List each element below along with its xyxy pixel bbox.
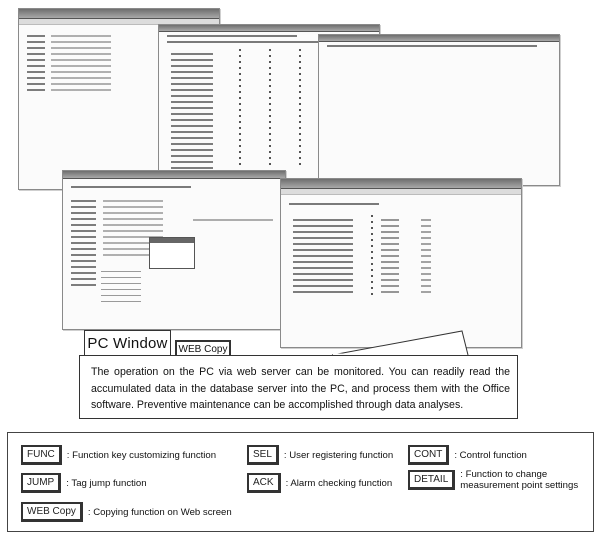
legend-label: : Alarm checking function bbox=[285, 477, 393, 489]
web-copy-button[interactable]: WEB Copy bbox=[175, 340, 231, 360]
legend-item-web-copy bbox=[21, 502, 232, 522]
legend-item-func bbox=[21, 445, 216, 465]
legend-label: : User registering function bbox=[283, 449, 394, 461]
screenshot-window-4 bbox=[62, 170, 286, 330]
pc-window-tab: PC Window bbox=[84, 330, 171, 357]
cont-key-button[interactable]: CONT bbox=[408, 445, 449, 465]
legend-item-sel bbox=[247, 445, 393, 465]
legend-item-jump bbox=[21, 473, 147, 493]
legend-label: : Control function bbox=[454, 449, 527, 461]
legend-label: : Copying function on Web screen bbox=[87, 506, 232, 518]
legend-label: : Function to change measurement point settings bbox=[460, 469, 579, 491]
legend-label: : Function key customizing function bbox=[66, 449, 217, 461]
func-key-button[interactable]: FUNC bbox=[21, 445, 62, 465]
jump-key-button[interactable]: JUMP bbox=[21, 473, 61, 493]
legend-item-ack bbox=[247, 473, 392, 493]
sel-key-button[interactable]: SEL bbox=[247, 445, 279, 465]
screenshot-window-3 bbox=[318, 34, 560, 186]
web-copy-key-button[interactable]: WEB Copy bbox=[21, 502, 83, 522]
screenshot-window-5 bbox=[280, 178, 522, 348]
ack-key-button[interactable]: ACK bbox=[247, 473, 281, 493]
legend-item-detail bbox=[408, 469, 592, 491]
description-box: The operation on the PC via web server can be monitored. You can readily read the accumulated data in the database server into the PC, and process them with the Office software. Preventive maintenance can be accomplished through data analyses. bbox=[79, 355, 518, 419]
legend-item-cont bbox=[408, 445, 527, 465]
legend-label: : Tag jump function bbox=[66, 477, 147, 489]
detail-key-button[interactable]: DETAIL bbox=[408, 470, 455, 490]
function-legend bbox=[7, 432, 594, 532]
